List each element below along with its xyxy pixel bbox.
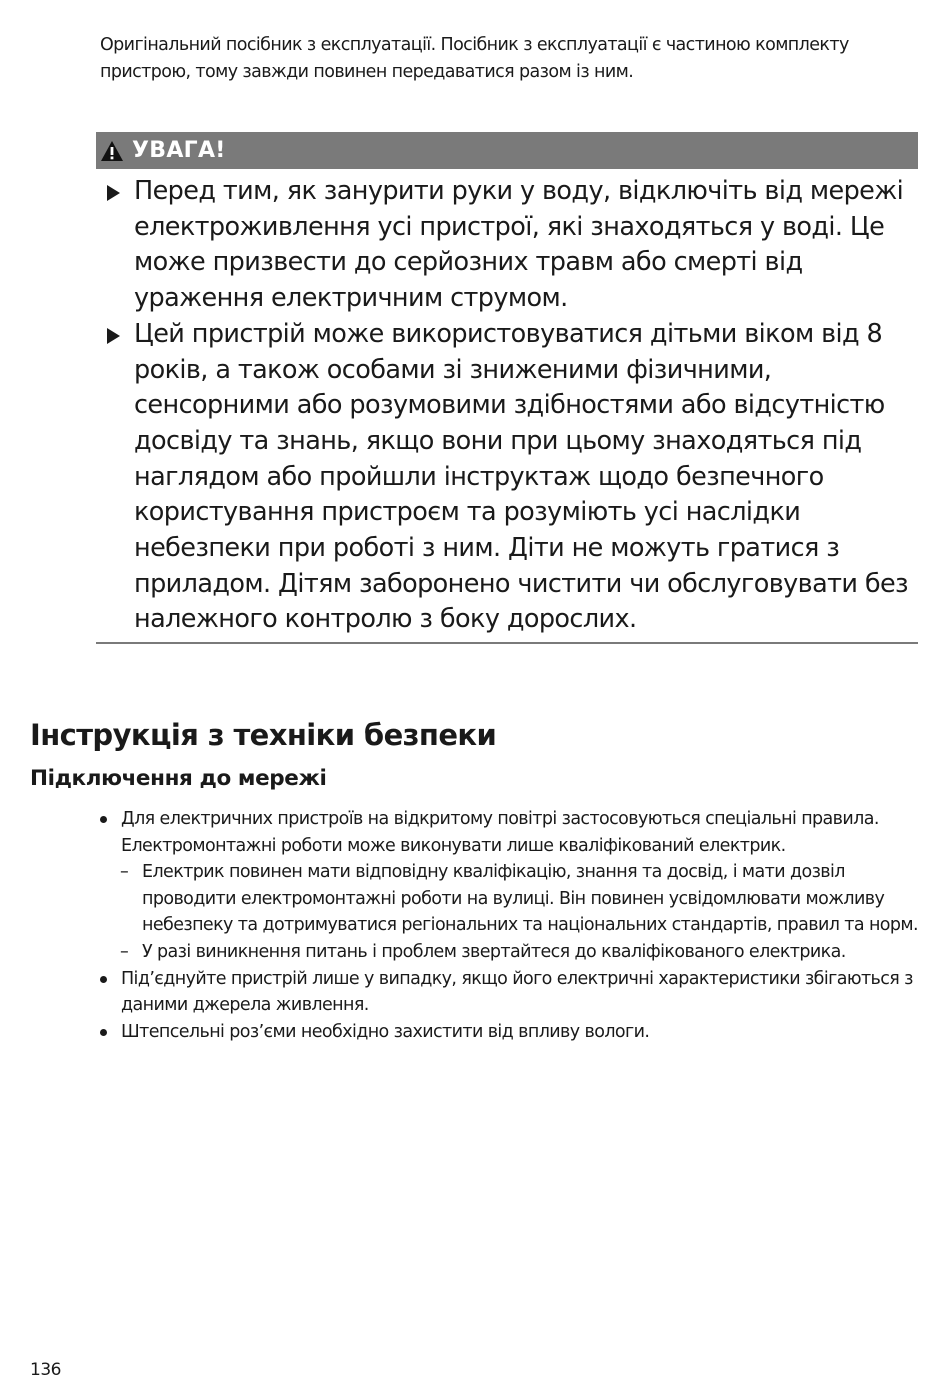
section-heading: Інструкція з техніки безпеки <box>30 718 497 752</box>
dash-bullet: – <box>120 941 129 962</box>
subsection-heading: Підключення до мережі <box>30 766 327 791</box>
bullet-dot-icon <box>100 816 107 823</box>
list-item-text: Для електричних пристроїв на відкритому повітрі застосовуються спеціальні правила. Електромонтажні роботи може виконувати лише кваліфікований електрик. <box>121 809 879 856</box>
warning-item-text: Цей пристрій може використовуватися дітьми віком від 8 років, а також особами зі зниженими фізичними, сенсорними або розумовими здібностями або відсутністю досвіду та знань, якщо вони при цьому знаходяться під наглядом або пройшли інструктаж щодо безпечного користування пристроєм та розуміють усі наслідки небезпеки при роботі з ним. Діти не можуть гратися з приладом. Дітям заборонено чистити чи обслуговувати без належного контролю з боку дорослих. <box>134 318 908 635</box>
dash-bullet: – <box>120 862 129 883</box>
safety-list <box>98 806 918 1045</box>
triangle-bullet-icon <box>107 185 120 201</box>
triangle-bullet-icon <box>107 328 120 344</box>
warning-title: УВАГА! <box>132 138 226 163</box>
sub-list-item <box>98 939 918 966</box>
list-item <box>98 966 918 1019</box>
list-item <box>98 806 918 859</box>
warning-list <box>96 174 918 638</box>
page-number: 136 <box>30 1360 61 1380</box>
sub-list-item-text: У разі виникнення питань і проблем звертайтеся до кваліфікованого електрика. <box>142 941 846 962</box>
list-item <box>98 1019 918 1046</box>
list-item-text: Штепсельні роз’єми необхідно захистити від впливу вологи. <box>121 1021 650 1042</box>
warning-triangle-icon <box>100 140 124 162</box>
warning-item <box>96 174 918 317</box>
list-item-text: Під’єднуйте пристрій лише у випадку, якщо його електричні характеристики збігаються з даними джерела живлення. <box>121 968 913 1016</box>
sub-list-item <box>98 859 918 939</box>
warning-item <box>96 317 918 638</box>
bullet-dot-icon <box>100 976 107 983</box>
warning-bottom-rule <box>96 642 918 644</box>
sub-list-item-text: Електрик повинен мати відповідну кваліфікацію, знання та досвід, і мати дозвіл проводити електромонтажні роботи на вулиці. Він повинен усвідомлювати можливу небезпеку та дотримуватися регіональних та національних стандартів, правил та норм. <box>142 862 918 936</box>
bullet-dot-icon <box>100 1029 107 1036</box>
intro-paragraph: Оригінальний посібник з експлуатації. Посібник з експлуатації є частиною комплекту пристрою, тому завжди повинен передаватися разом із ним. <box>100 35 849 82</box>
warning-item-text: Перед тим, як занурити руки у воду, відключіть від мережі електроживлення усі пристрої, які знаходяться у воді. Це може призвести до серйозних травм або смерті від ураження електричним струмом. <box>134 176 904 314</box>
warning-header <box>96 132 918 169</box>
